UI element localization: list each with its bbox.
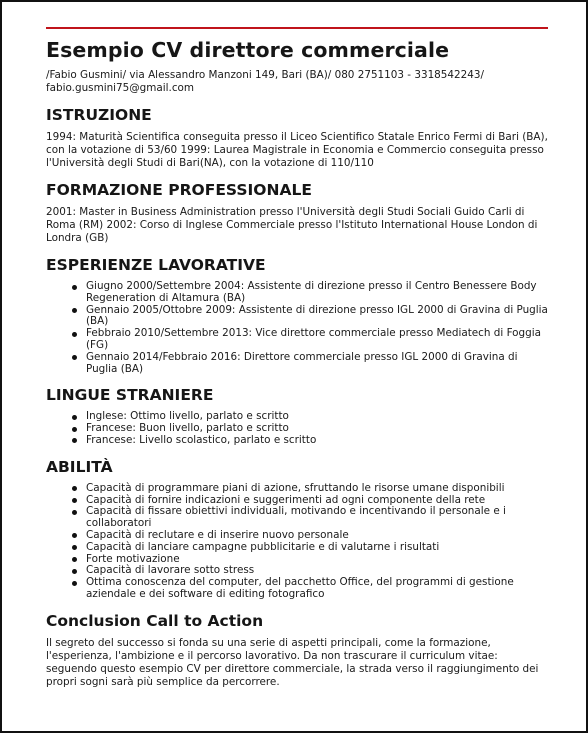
list-item: Capacità di reclutare e di inserire nuovo personale <box>86 530 550 542</box>
section-heading-abilita: ABILITÀ <box>46 457 113 476</box>
list-item: Francese: Livello scolastico, parlato e scritto <box>86 435 550 447</box>
list-item: Inglese: Ottimo livello, parlato e scritto <box>86 411 550 423</box>
list-item: Capacità di fissare obiettivi individuali, motivando e incentivando il personale e i collaboratori <box>86 506 550 530</box>
section-heading-lingue: LINGUE STRANIERE <box>46 386 214 405</box>
list-item: Forte motivazione <box>86 554 550 566</box>
list-item: Gennaio 2005/Ottobre 2009: Assistente di direzione presso IGL 2000 di Gravina di Puglia (BA) <box>86 305 550 329</box>
accent-rule <box>46 27 548 29</box>
section-heading-formazione: FORMAZIONE PROFESSIONALE <box>46 181 312 199</box>
conclusion-text: Il segreto del successo si fonda su una serie di aspetti principali, come la formazione, l'esperienza, l'ambizione e il percorso lavorativo. Da non trascurare il curriculum vitae: seguendo questo esempio CV per direttore commerciale, la strada verso il raggiungimento dei propri sogni sarà più semplice da percorrere. <box>46 636 539 688</box>
list-item: Capacità di lanciare campagne pubblicitarie e di valutarne i risultati <box>86 542 550 554</box>
cv-content <box>46 36 550 689</box>
list-item: Giugno 2000/Settembre 2004: Assistente di direzione presso il Centro Benessere Body Regeneration di Altamura (BA) <box>86 281 550 305</box>
list-item: Ottima conoscenza del computer, del pacchetto Office, del programmi di gestione aziendale e dei software di editing fotografico <box>86 577 550 601</box>
section-heading-istruzione: ISTRUZIONE <box>46 106 152 124</box>
section-heading-conclusion: Conclusion Call to Action <box>46 611 264 630</box>
list-item: Capacità di fornire indicazioni e suggerimenti ad ogni componente della rete <box>86 495 550 507</box>
list-item: Capacità di lavorare sotto stress <box>86 565 550 577</box>
list-item: Capacità di programmare piani di azione, sfruttando le risorse umane disponibili <box>86 483 550 495</box>
contact-line: /Fabio Gusmini/ via Alessandro Manzoni 149, Bari (BA)/ 080 2751103 - 3318542243/ fabio.gusmini75@gmail.com <box>46 69 484 94</box>
list-item: Francese: Buon livello, parlato e scritto <box>86 423 550 435</box>
istruzione-text: 1994: Maturità Scientifica conseguita presso il Liceo Scientifico Statale Enrico Fermi di Bari (BA), con la votazione di 53/60 1999: Laurea Magistrale in Economia e Commercio conseguita presso l'Università degli Studi di Bari(NA), con la votazione di 110/110 <box>46 131 548 169</box>
section-heading-esperienze: ESPERIENZE LAVORATIVE <box>46 256 266 274</box>
esperienze-list <box>46 281 550 375</box>
page-title: Esempio CV direttore commerciale <box>46 38 450 62</box>
list-item: Gennaio 2014/Febbraio 2016: Direttore commerciale presso IGL 2000 di Gravina di Puglia (BA) <box>86 352 550 376</box>
abilita-list <box>46 483 550 601</box>
lingue-list <box>46 411 550 446</box>
formazione-text: 2001: Master in Business Administration presso l'Università degli Studi Sociali Guido Carli di Roma (RM) 2002: Corso di Inglese Commerciale presso l'Istituto International House London di Londra (GB) <box>46 206 538 244</box>
list-item: Febbraio 2010/Settembre 2013: Vice direttore commerciale presso Mediatech di Foggia (FG) <box>86 328 550 352</box>
